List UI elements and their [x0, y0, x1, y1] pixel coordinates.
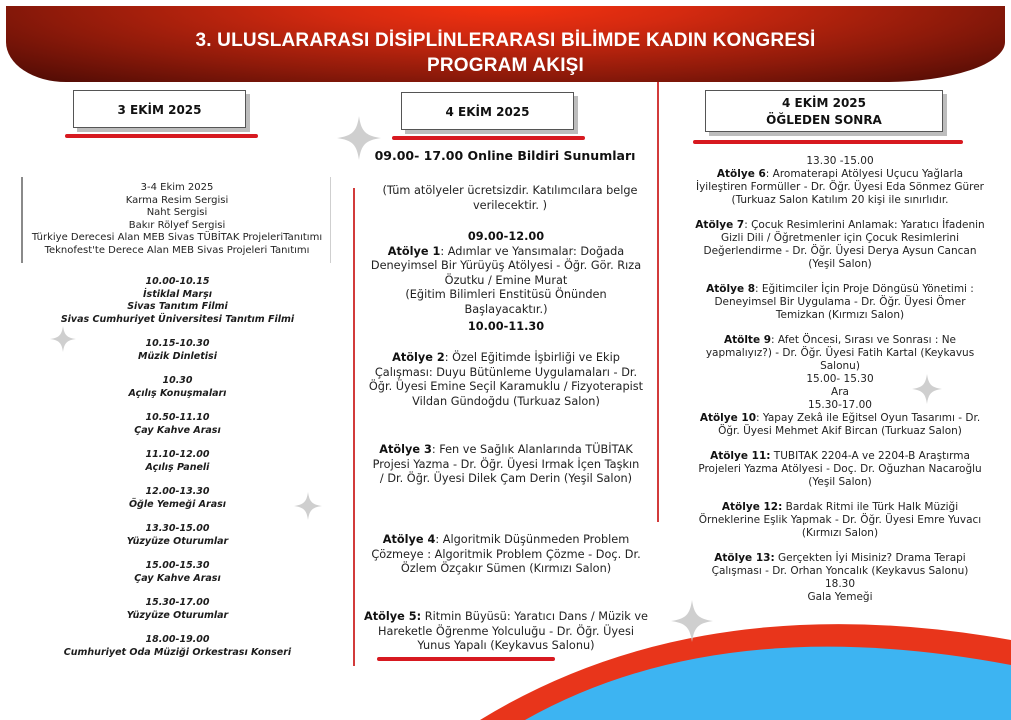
workshop-text: : Yapay Zekâ ile Eğitsel Oyun Tasarımı - Dr. Öğr. Üyesi Mehmet Akif Bircan (Turkuaz Salon)	[718, 412, 981, 437]
workshop-label: Atölye 12:	[721, 501, 783, 513]
day2-date-label: 4 EKİM 2025	[445, 105, 530, 119]
schedule-item: Sivas Tanıtım Filmi	[127, 301, 228, 312]
workshop-label: Atölye 5:	[364, 610, 422, 623]
break-time: 15.00- 15.30	[806, 373, 874, 385]
workshop-label: Atölte 9	[723, 334, 772, 346]
workshop-text: : Adımlar ve Yansımalar: Doğada Deneyimsel Bir Yürüyüş Atölyesi - Öğr. Gör. Rıza Özutku / Emine Murat	[370, 244, 642, 287]
workshop-1-note: (Eğitim Bilimleri Enstitüsü Önünden Başlayacaktır.)	[405, 288, 607, 316]
schedule-time: 10.00-10.15	[145, 276, 210, 287]
workshop-text: : Afet Öncesi, Sırası ve Sonrası : Ne yapmalıyız?) - Dr. Öğr. Üyesi Fatih Kartal (Keykavus Salonu)	[705, 334, 975, 372]
workshop-label: Atölye 4	[382, 533, 436, 546]
workshop-label: Atölye 7	[695, 219, 745, 231]
break-label: Ara	[831, 386, 849, 398]
workshop-text: TUBITAK 2204-A ve 2204-B Araştırma Projeleri Yazma Atölyesi - Doç. Dr. Oğuzhan Nacaroğlu (Yeşil Salon)	[698, 450, 982, 488]
workshop-label: Atölye 11:	[710, 450, 771, 462]
exhibition-item: Karma Resim Sergisi	[125, 194, 229, 206]
schedule-item: Çay Kahve Arası	[134, 424, 221, 436]
workshop-label: Atölye 2	[392, 351, 445, 364]
day1-date-label: 3 EKİM 2025	[117, 103, 202, 117]
title-line-1: 3. ULUSLARARASI DİSİPLİNLERARASI BİLİMDE KADIN KONGRESİ	[195, 30, 816, 51]
workshop-text: Ritmin Büyüsü: Yaratıcı Dans / Müzik ve Hareketle Öğrenme Yolculuğu - Dr. Öğr. Üyesi Yunus Yapalı (Keykavus Salonu)	[377, 610, 648, 652]
sparkle-icon	[671, 600, 713, 642]
sparkle-icon	[50, 326, 76, 352]
schedule-item: Yüzyüze Oturumlar	[126, 535, 229, 547]
workshop-label: Atölye 3	[379, 443, 432, 456]
schedule-item: Açılış Paneli	[145, 461, 210, 473]
schedule-time: 18.00-19.00	[145, 634, 210, 645]
exhibition-item: Bakır Rölyef Sergisi	[128, 219, 226, 231]
day2-afternoon-date-line1: 4 EKİM 2025	[781, 96, 866, 110]
workshop-label: Atölye 6	[716, 168, 766, 180]
day2-afternoon-date-line2: ÖĞLEDEN SONRA	[766, 113, 882, 127]
time-slot: 13.30 -15.00	[806, 155, 874, 167]
workshop-label: Atölye 8	[706, 283, 756, 295]
time-label: 09.00-12.00	[467, 230, 545, 243]
exhibition-item: Teknofest'te Derece Alan MEB Sivas Projeleri Tanıtımı	[44, 244, 310, 256]
workshop-text: Bardak Ritmi ile Türk Halk Müziği Örneklerine Eşlik Yapmak - Dr. Öğr. Üyesi Emre Yuvacı (Kırmızı Salon)	[698, 501, 982, 539]
workshop-text: : Özel Eğitimde İşbirliği ve Ekip Çalışması: Duyu Bütünleme Uygulamaları - Dr. Öğr. Üyesi Emine Seçil Karamuklu / Fizyoterapist Vildan Gündoğdu (Turkuaz Salon)	[368, 351, 644, 408]
workshop-text: : Eğitimciler İçin Proje Döngüsü Yönetimi : Deneyimsel Bir Uygulama - Dr. Öğr. Üyesi Ömer Temizkan (Kırmızı Salon)	[714, 283, 974, 321]
schedule-item: Öğle Yemeği Arası	[128, 498, 227, 510]
schedule-time: 12.00-13.30	[145, 486, 210, 497]
workshop-text: : Aromaterapi Atölyesi Uçucu Yağlarla İyileştiren Formüller - Dr. Öğr. Üyesi Eda Sönmez Gürer (Turkuaz Salon Katılım 20 kişi ile sınırlıdır.	[696, 168, 984, 206]
exhibition-item: Türkiye Derecesi Alan MEB Sivas TÜBİTAK ProjeleriTanıtımı	[31, 232, 323, 243]
schedule-item: Müzik Dinletisi	[138, 350, 217, 362]
title-line-2: PROGRAM AKIŞI	[426, 55, 585, 76]
workshop-text: : Fen ve Sağlık Alanlarında TÜBİTAK Projesi Yazma - Dr. Öğr. Üyesi Irmak İçen Taşkın / Dr. Öğr. Üyesi Dilek Çam Derin (Yeşil Salon)	[372, 443, 640, 485]
time-slot: 15.30-17.00	[808, 399, 872, 411]
schedule-time: 11.10-12.00	[145, 449, 210, 460]
gala-time: 18.30	[824, 578, 856, 590]
schedule-time: 10.50-11.10	[145, 412, 210, 423]
schedule-item: Açılış Konuşmaları	[128, 387, 227, 399]
schedule-item: Çay Kahve Arası	[134, 572, 221, 584]
exhibition-item: 3-4 Ekim 2025	[140, 182, 214, 193]
sparkle-icon	[912, 374, 942, 404]
exhibition-item: Naht Sergisi	[146, 207, 208, 218]
schedule-time: 10.15-10.30	[145, 338, 210, 349]
schedule-time: 10.30	[162, 375, 193, 386]
schedule-time: 15.30-17.00	[145, 597, 210, 608]
day2-note: (Tüm atölyeler ücretsizdir. Katılımcılara belge verilecektir. )	[382, 184, 638, 212]
schedule-time: 15.00-15.30	[145, 560, 210, 571]
schedule-item: Yüzyüze Oturumlar	[126, 609, 229, 621]
schedule-item: İstiklal Marşı	[143, 288, 212, 300]
workshop-text: Gerçekten İyi Misiniz? Drama Terapi Çalışması - Dr. Orhan Yoncalık (Keykavus Salonu)	[711, 552, 969, 577]
gala-label: Gala Yemeği	[807, 591, 873, 603]
schedule-item: Sivas Cumhuriyet Üniversitesi Tanıtım Filmi	[60, 313, 295, 325]
online-heading: 09.00- 17.00 Online Bildiri Sunumları	[374, 148, 636, 163]
schedule-time: 13.30-15.00	[145, 523, 210, 534]
workshop-label: Atölye 1	[387, 244, 441, 258]
sparkle-icon	[337, 116, 381, 160]
workshop-text: : Çocuk Resimlerini Anlamak: Yaratıcı İfadenin Gizli Dili / Öğretmenler için Çocuk Resimlerini Değerlendirme - Dr. Öğr. Üyesi Derya Aysun Cancan (Yeşil Salon)	[703, 219, 985, 270]
time-label: 10.00-11.30	[467, 320, 545, 333]
workshop-text: : Algoritmik Düşünmeden Problem Çözmeye : Algoritmik Problem Çözme - Doç. Dr. Özlem Özçakır Sümen (Kırmızı Salon)	[371, 533, 641, 575]
workshop-label: Atölye 10	[699, 412, 757, 424]
schedule-item: Cumhuriyet Oda Müziği Orkestrası Konseri	[63, 646, 292, 658]
sparkle-icon	[294, 492, 322, 520]
workshop-label: Atölye 13:	[714, 552, 775, 564]
